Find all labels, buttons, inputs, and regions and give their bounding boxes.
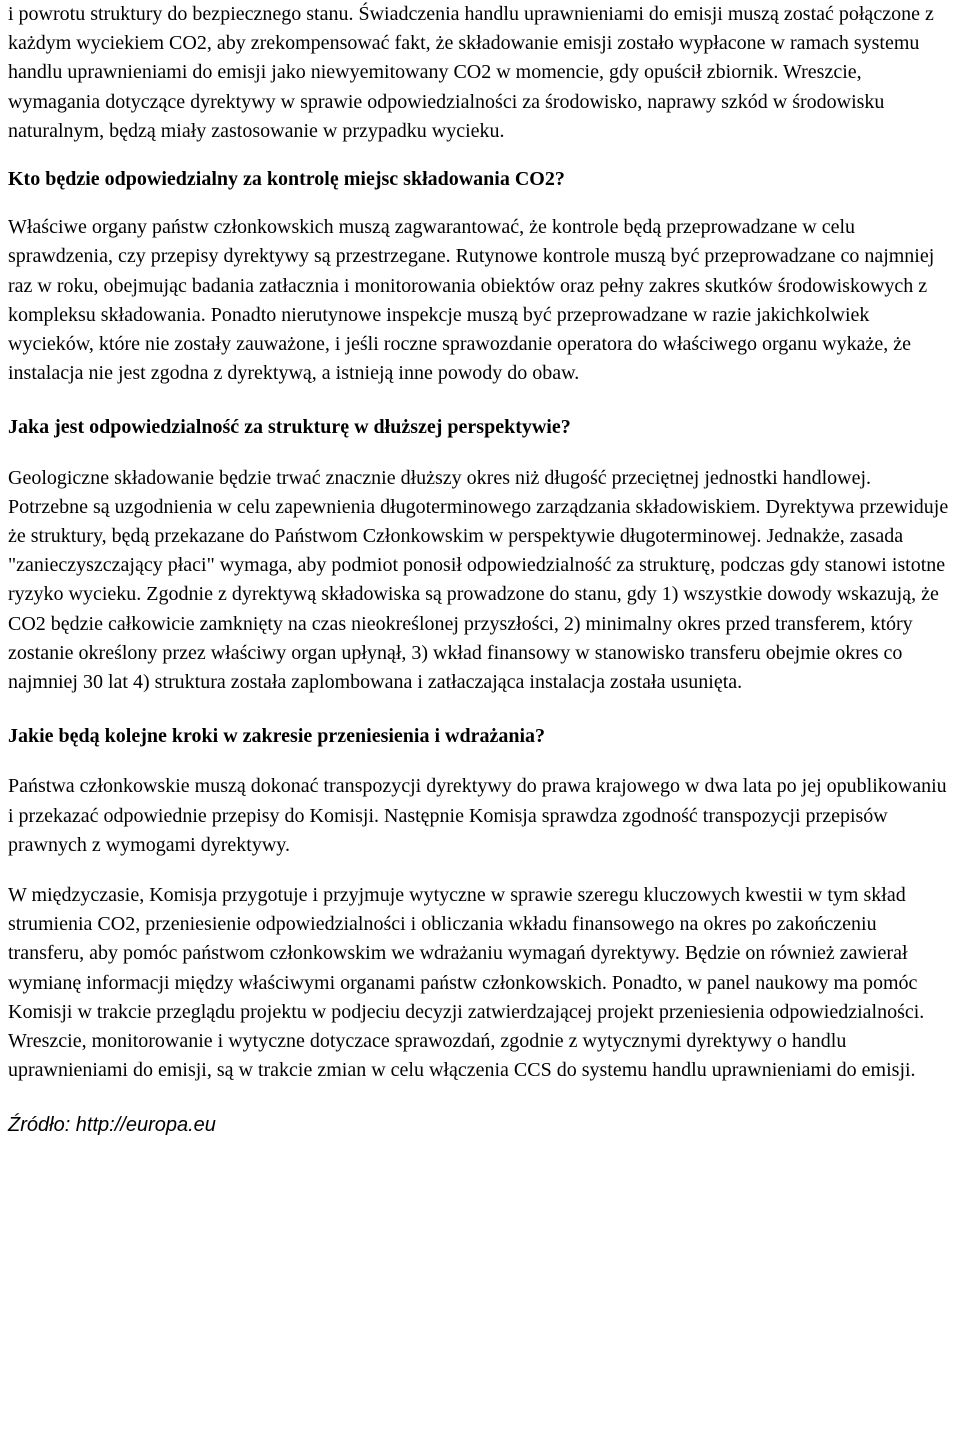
- source-note: Źródło: http://europa.eu: [8, 1113, 216, 1136]
- section-paragraph-kontrola: Właściwe organy państw członkowskich muszą zagwarantować, że kontrole będą przeprowadzane w celu sprawdzenia, czy przepisy dyrektywy są przestrzegane. Rutynowe kontrole muszą być przeprowadzane co najmniej raz w roku, obejmując badania zatłacznia i monitorowania obiektów oraz pełny zakres skutków środowiskowych z kompleksu składowania. Ponadto nierutynowe inspekcje muszą być przeprowadzane w razie jakichkolwiek wycieków, które nie zostały zauważone, i jeśli roczne sprawozdanie operatora do właściwego organu wykaże, że instalacja nie jest zgodna z dyrektywą, a istnieją inne powody do obaw.: [8, 216, 935, 385]
- spacer: [8, 443, 952, 464]
- spacer: [8, 1086, 952, 1111]
- intro-paragraph: i powrotu struktury do bezpiecznego stanu. Świadczenia handlu uprawnieniami do emisji muszą zostać połączone z każdym wyciekiem CO2, aby zrekompensować fakt, że składowanie emisji zostało wypłacone w ramach systemu handlu uprawnieniami do emisji jako niewyemitowany CO2 w momencie, gdy opuścił zbiornik. Wreszcie, wymagania dotyczące dyrektywy w sprawie odpowiedzialności za środowisko, naprawy szkód w środowisku naturalnym, będzą miały zastosowanie w przypadku wycieku.: [8, 3, 934, 142]
- section-paragraph-wytyczne: W międzyczasie, Komisja przygotuje i przyjmuje wytyczne w sprawie szeregu kluczowych kwestii w tym skład strumienia CO2, przeniesienie odpowiedzialności i obliczania wkładu finansowego na okres po zakończeniu transferu, aby pomóc państwom członkowskim we wdrażaniu wymagań dyrektywy. Będzie on również zawierał wymianę informacji między właściwymi organami państw członkowskich. Ponadto, w panel naukowy ma pomóc Komisji w trakcie przeglądu projektu w podjeciu decyzji zatwierdzającej projekt przeniesienia odpowiedzialności. Wreszcie, monitorowanie i wytyczne dotyczace sprawozdań, zgodnie z wytycznymi dyrektywy o handlu uprawnieniami do emisji, są w trakcie zmian w celu włączenia CCS do systemu handlu uprawnieniami do emisji.: [8, 884, 925, 1082]
- spacer: [8, 388, 952, 413]
- spacer: [8, 751, 952, 772]
- spacer: [8, 860, 952, 881]
- section-heading-kolejne-kroki: Jakie będą kolejne kroki w zakresie przeniesienia i wdrażania?: [8, 725, 546, 748]
- spacer: [8, 146, 952, 165]
- spacer: [8, 697, 952, 722]
- spacer: [8, 194, 952, 213]
- section-paragraph-transpozycja: Państwa członkowskie muszą dokonać transpozycji dyrektywy do prawa krajowego w dwa lata po jej opublikowaniu i przekazać odpowiednie przepisy do Komisji. Następnie Komisja sprawdza zgodność transpozycji przepisów prawnych z wymogami dyrektywy.: [8, 775, 947, 856]
- section-paragraph-odpowiedzialnosc: Geologiczne składowanie będzie trwać znacznie dłuższy okres niż długość przeciętnej jednostki handlowej. Potrzebne są uzgodnienia w celu zapewnienia długoterminowego zarządzania składowiskiem. Dyrektywa przewiduje że struktury, będą przekazane do Państwom Członkowskim w perspektywie długoterminowej. Jednakże, zasada "zanieczyszczający płaci" wymaga, aby podmiot ponosił odpowiedzialność za strukturę, podczas gdy stanowi istotne ryzyko wycieku. Zgodnie z dyrektywą składowiska są prowadzone do stanu, gdy 1) wszystkie dowody wskazują, że CO2 będzie całkowicie zamknięty na czas nieokreślonej przyszłości, 2) minimalny okres przed transferem, który zostanie określony przez właściwy organ upłynął, 3) wkład finansowy w stanowisko transferu obejmie okres co najmniej 30 lat 4) struktura została zaplombowana i zatłaczająca instalacja została usunięta.: [8, 466, 949, 694]
- section-heading-kontrola: Kto będzie odpowiedzialny za kontrolę miejsc składowania CO2?: [8, 168, 565, 191]
- section-heading-odpowiedzialnosc: Jaka jest odpowiedzialność za strukturę w dłuższej perspektywie?: [8, 416, 571, 439]
